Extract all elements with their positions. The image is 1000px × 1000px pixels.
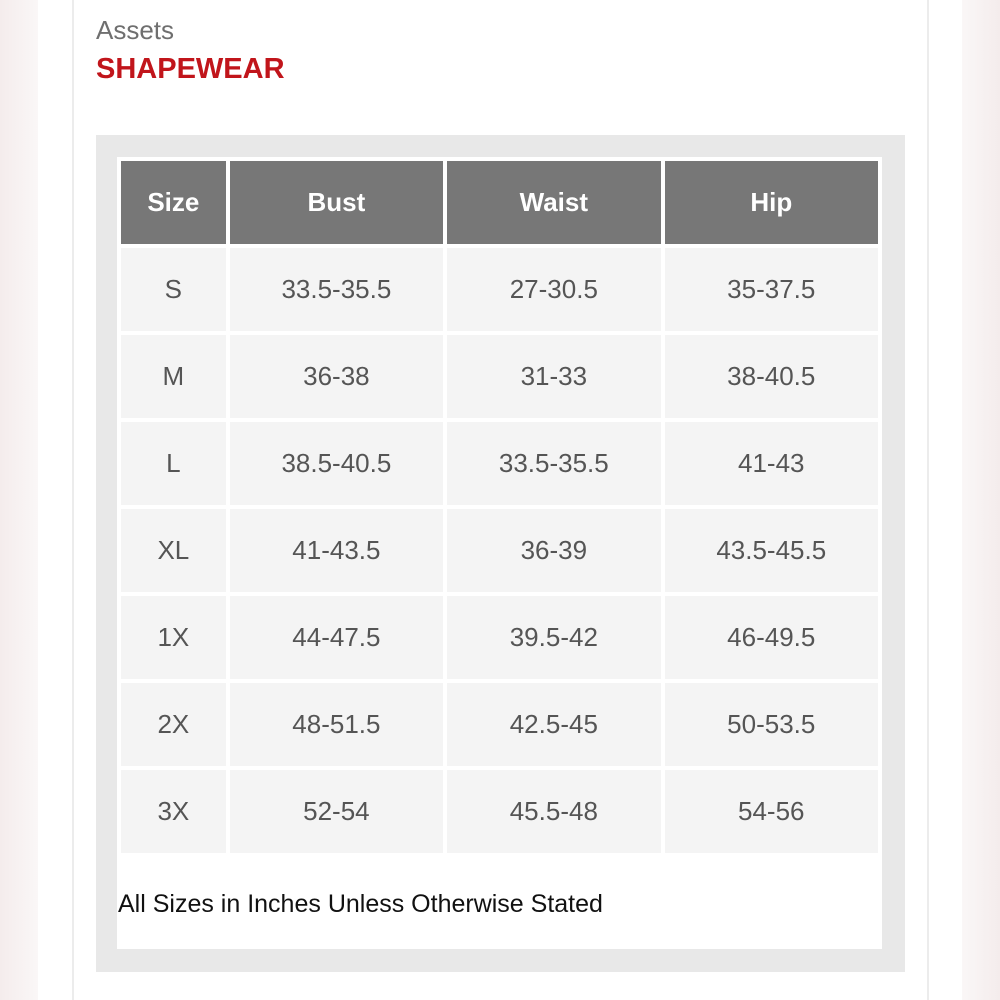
- table-row: [121, 422, 878, 505]
- table-header-row: [121, 161, 878, 244]
- hip-cell: 46-49.5: [665, 596, 878, 679]
- bust-cell: 38.5-40.5: [230, 422, 443, 505]
- left-background-edge: [0, 0, 38, 1000]
- waist-cell: 27-30.5: [447, 248, 660, 331]
- size-chart-note: All Sizes in Inches Unless Otherwise Stated: [118, 890, 603, 918]
- size-cell: 2X: [121, 683, 226, 766]
- table-row: [121, 509, 878, 592]
- table-row: [121, 596, 878, 679]
- column-header-hip: Hip: [665, 161, 878, 244]
- hip-cell: 54-56: [665, 770, 878, 853]
- waist-cell: 45.5-48: [447, 770, 660, 853]
- card-border-left: [72, 0, 74, 1000]
- size-cell: 3X: [121, 770, 226, 853]
- size-cell: XL: [121, 509, 226, 592]
- right-background-edge: [962, 0, 1000, 1000]
- hip-cell: 43.5-45.5: [665, 509, 878, 592]
- waist-cell: 36-39: [447, 509, 660, 592]
- table-row: [121, 335, 878, 418]
- waist-cell: 42.5-45: [447, 683, 660, 766]
- category-title: SHAPEWEAR: [96, 53, 285, 85]
- size-cell: L: [121, 422, 226, 505]
- table-row: [121, 248, 878, 331]
- card-border-right: [927, 0, 929, 1000]
- bust-cell: 52-54: [230, 770, 443, 853]
- table-row: [121, 770, 878, 853]
- brand-name: Assets: [96, 15, 175, 45]
- waist-cell: 39.5-42: [447, 596, 660, 679]
- hip-cell: 41-43: [665, 422, 878, 505]
- table-row: [121, 683, 878, 766]
- waist-cell: 33.5-35.5: [447, 422, 660, 505]
- bust-cell: 33.5-35.5: [230, 248, 443, 331]
- size-chart-table: [117, 157, 882, 857]
- column-header-waist: Waist: [447, 161, 660, 244]
- column-header-bust: Bust: [230, 161, 443, 244]
- bust-cell: 36-38: [230, 335, 443, 418]
- bust-cell: 41-43.5: [230, 509, 443, 592]
- size-cell: S: [121, 248, 226, 331]
- hip-cell: 50-53.5: [665, 683, 878, 766]
- bust-cell: 44-47.5: [230, 596, 443, 679]
- bust-cell: 48-51.5: [230, 683, 443, 766]
- waist-cell: 31-33: [447, 335, 660, 418]
- size-cell: 1X: [121, 596, 226, 679]
- size-cell: M: [121, 335, 226, 418]
- hip-cell: 38-40.5: [665, 335, 878, 418]
- hip-cell: 35-37.5: [665, 248, 878, 331]
- column-header-size: Size: [121, 161, 226, 244]
